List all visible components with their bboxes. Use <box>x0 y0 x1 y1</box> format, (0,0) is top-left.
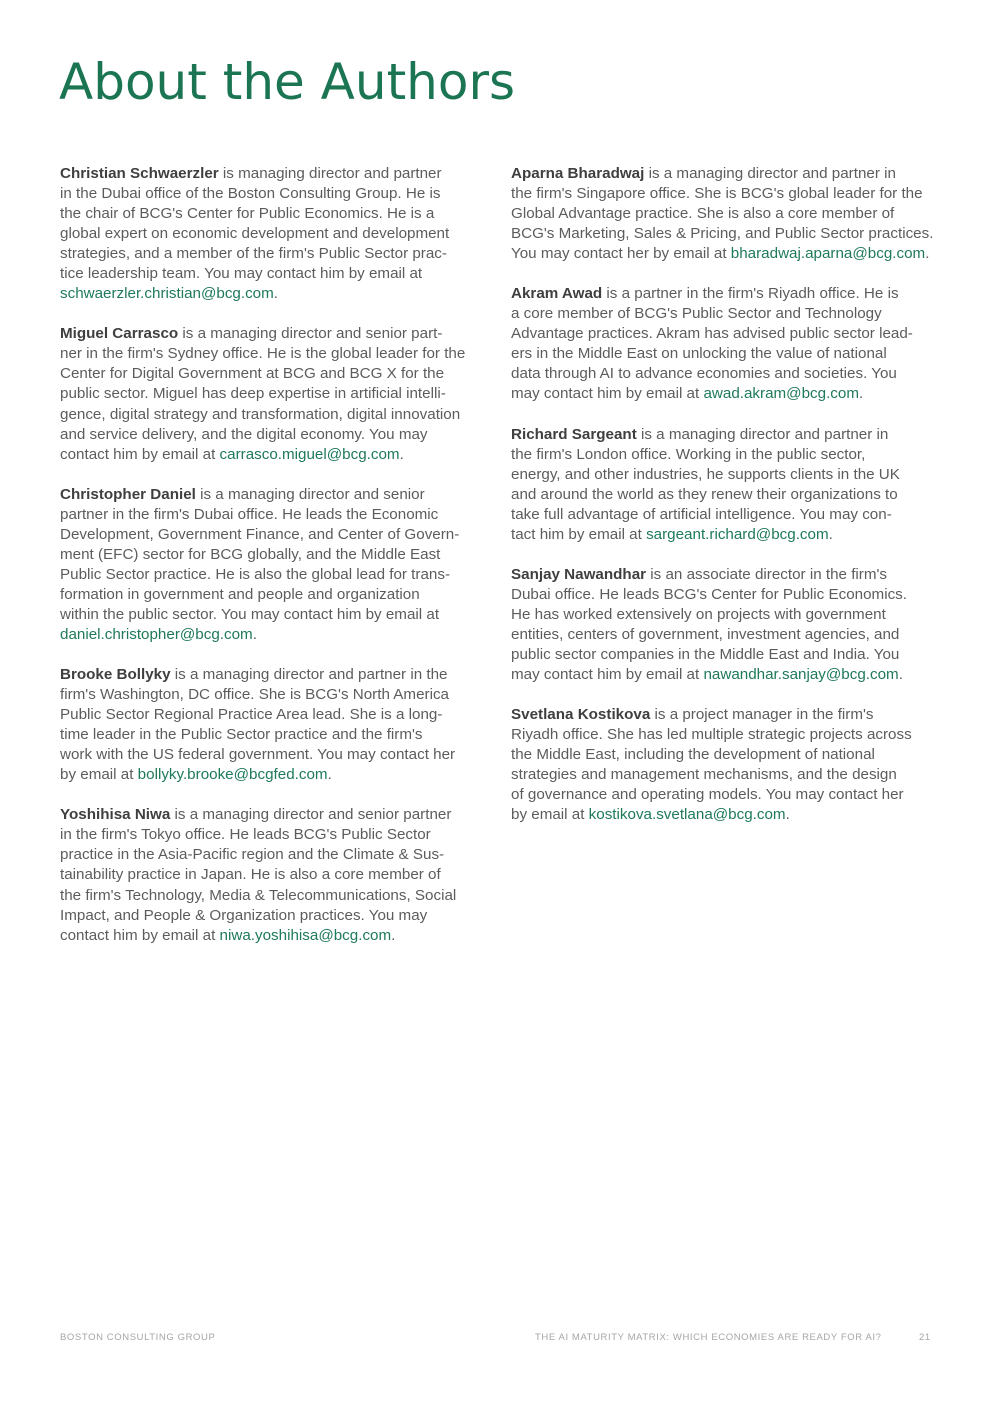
email-link[interactable]: bollyky.brooke@bcgfed.com <box>137 766 328 784</box>
bio-line <box>60 906 490 926</box>
author-name: Akram Awad <box>511 285 603 303</box>
bio-line <box>60 745 490 765</box>
bio-line <box>511 625 941 645</box>
bio-text: practice in the Asia-Pacific region and the Climate & Sus- <box>60 846 445 864</box>
author-name: Christopher Daniel <box>60 485 196 503</box>
bio-line <box>60 405 490 425</box>
bio-text: is a partner in the firm's Riyadh office. He is <box>602 285 899 303</box>
bio-text: the firm's Singapore office. She is BCG's global leader for the <box>511 185 923 203</box>
author-bio <box>511 705 941 825</box>
contact-prefix: contact him by email at <box>60 926 220 944</box>
bio-text: the chair of BCG's Center for Public Economics. He is a <box>60 205 435 223</box>
bio-text: He has worked extensively on projects with government <box>511 605 886 623</box>
contact-suffix: . <box>898 666 903 684</box>
bio-text: in the Dubai office of the Boston Consulting Group. He is <box>60 185 441 203</box>
bio-line <box>60 865 490 885</box>
bio-text: public sector. Miguel has deep expertise in artificial intelli- <box>60 385 446 403</box>
bio-line <box>511 565 941 585</box>
author-bio <box>60 665 490 785</box>
bio-text: data through AI to advance economies and societies. You <box>511 365 897 383</box>
bio-line <box>60 585 490 605</box>
contact-prefix: contact him by email at <box>60 445 220 463</box>
contact-suffix: . <box>273 285 279 303</box>
contact-prefix: by email at <box>60 766 138 784</box>
bio-line <box>60 244 490 264</box>
page-number: 21 <box>919 1332 931 1343</box>
bio-line <box>511 585 941 605</box>
bio-line <box>511 204 941 224</box>
bio-text: is a managing director and partner in <box>636 425 889 443</box>
footer-publisher: BOSTON CONSULTING GROUP <box>60 1332 216 1343</box>
bio-line <box>511 765 941 785</box>
contact-line <box>511 665 941 685</box>
bio-line <box>511 605 941 625</box>
contact-prefix: by email at <box>511 806 589 824</box>
bio-line <box>60 505 490 525</box>
bio-text: and around the world as they renew their organizations to <box>511 485 898 503</box>
bio-line <box>60 705 490 725</box>
bio-text: Global Advantage practice. She is also a core member of <box>511 205 895 223</box>
author-name: Sanjay Nawandhar <box>511 565 647 583</box>
bio-line <box>511 785 941 805</box>
bio-text: time leader in the Public Sector practice and the firm's <box>60 726 423 744</box>
bio-text: Advantage practices. Akram has advised public sector lead- <box>511 325 913 343</box>
bio-text: the firm's London office. Working in the public sector, <box>511 445 866 463</box>
bio-line <box>511 364 941 384</box>
bio-line <box>511 705 941 725</box>
bio-line <box>511 645 941 665</box>
bio-text: entities, centers of government, investment agencies, and <box>511 625 900 643</box>
email-link[interactable]: bharadwaj.aparna@bcg.com <box>730 245 926 263</box>
bio-line <box>60 665 490 685</box>
bio-line <box>60 204 490 224</box>
bio-line <box>511 445 941 465</box>
bio-text: the firm's Technology, Media & Telecommunications, Social <box>60 886 457 904</box>
bio-line <box>60 825 490 845</box>
bio-line <box>60 605 490 625</box>
bio-line <box>60 384 490 404</box>
bio-text: Development, Government Finance, and Center of Govern- <box>60 525 460 543</box>
bio-text: tice leadership team. You may contact him by email at <box>60 265 423 283</box>
bio-text: tainability practice in Japan. He is also a core member of <box>60 866 441 884</box>
bio-text: formation in government and people and organization <box>60 585 420 603</box>
bio-text: ner in the firm's Sydney office. He is the global leader for the <box>60 345 466 363</box>
bio-text: a core member of BCG's Public Sector and Technology <box>511 305 882 323</box>
bio-text: is a managing director and senior part- <box>178 325 443 343</box>
contact-line <box>511 244 941 264</box>
email-link[interactable]: schwaerzler.christian@bcg.com <box>60 285 274 303</box>
bio-line <box>60 224 490 244</box>
bio-text: Center for Digital Government at BCG and BCG X for the <box>60 365 445 383</box>
contact-line <box>511 805 941 825</box>
contact-line <box>511 384 941 404</box>
bio-text: take full advantage of artificial intelligence. You may con- <box>511 505 892 523</box>
bio-line <box>60 805 490 825</box>
bio-text: partner in the firm's Dubai office. He leads the Economic <box>60 505 439 523</box>
author-bio <box>511 565 941 685</box>
page-title: About the Authors <box>59 53 516 111</box>
author-name: Brooke Bollyky <box>60 666 171 684</box>
bio-line <box>60 324 490 344</box>
bio-line <box>511 224 941 244</box>
bio-line <box>60 264 490 284</box>
contact-line <box>60 625 490 645</box>
bio-text: firm's Washington, DC office. She is BCG's North America <box>60 686 449 704</box>
contact-suffix: . <box>252 625 257 643</box>
bio-text: Public Sector Regional Practice Area lead. She is a long- <box>60 706 443 724</box>
bio-text: public sector companies in the Middle East and India. You <box>511 645 900 663</box>
email-link[interactable]: kostikova.svetlana@bcg.com <box>588 806 786 824</box>
bio-line <box>60 425 490 445</box>
bio-line <box>60 485 490 505</box>
bio-line <box>60 845 490 865</box>
bio-text: strategies, and a member of the firm's Public Sector prac- <box>60 245 447 263</box>
bio-text: energy, and other industries, he supports clients in the UK <box>511 465 900 483</box>
bio-text: is a managing director and partner in the <box>170 666 448 684</box>
bio-text: Riyadh office. She has led multiple strategic projects across <box>511 726 912 744</box>
bio-text: BCG's Marketing, Sales & Pricing, and Public Sector practices. <box>511 225 934 243</box>
bio-text: Public Sector practice. He is also the global lead for trans- <box>60 565 451 583</box>
authors-column-right <box>511 164 941 845</box>
bio-line <box>60 344 490 364</box>
author-bio <box>60 164 490 304</box>
contact-line <box>60 926 490 946</box>
author-name: Svetlana Kostikova <box>511 706 651 724</box>
email-link[interactable]: niwa.yoshihisa@bcg.com <box>219 926 392 944</box>
bio-text: ers in the Middle East on unlocking the value of national <box>511 345 887 363</box>
author-bio <box>511 425 941 545</box>
contact-prefix: may contact him by email at <box>511 666 704 684</box>
bio-text: is a managing director and senior <box>195 485 425 503</box>
bio-line <box>511 324 941 344</box>
bio-line <box>511 425 941 445</box>
bio-text: in the firm's Tokyo office. He leads BCG's Public Sector <box>60 826 431 844</box>
author-bio <box>511 164 941 264</box>
bio-text: global expert on economic development and development <box>60 225 450 243</box>
contact-prefix: may contact him by email at <box>511 385 704 403</box>
contact-prefix: You may contact her by email at <box>511 245 731 263</box>
bio-text: is a project manager in the firm's <box>650 706 874 724</box>
bio-text: strategies and management mechanisms, and the design <box>511 766 897 784</box>
bio-line <box>60 525 490 545</box>
bio-line <box>60 164 490 184</box>
bio-line <box>60 886 490 906</box>
bio-text: the Middle East, including the development of national <box>511 746 875 764</box>
bio-line <box>511 164 941 184</box>
contact-line <box>60 765 490 785</box>
bio-line <box>60 364 490 384</box>
bio-line <box>60 565 490 585</box>
contact-suffix: . <box>391 926 396 944</box>
bio-line <box>60 545 490 565</box>
bio-line <box>511 465 941 485</box>
author-bio <box>511 284 941 404</box>
contact-line <box>511 525 941 545</box>
bio-text: work with the US federal government. You may contact her <box>60 746 456 764</box>
author-name: Miguel Carrasco <box>60 325 179 343</box>
contact-line <box>60 284 490 304</box>
email-link[interactable]: carrasco.miguel@bcg.com <box>219 445 400 463</box>
email-link[interactable]: sargeant.richard@bcg.com <box>646 525 829 543</box>
contact-suffix: . <box>785 806 790 824</box>
bio-text: within the public sector. You may contact him by email at <box>60 605 440 623</box>
bio-line <box>511 284 941 304</box>
author-name: Yoshihisa Niwa <box>60 806 171 824</box>
bio-line <box>511 505 941 525</box>
bio-text: ment (EFC) sector for BCG globally, and the Middle East <box>60 545 441 563</box>
contact-suffix: . <box>859 385 864 403</box>
bio-text: gence, digital strategy and transformation, digital innovation <box>60 405 461 423</box>
author-name: Christian Schwaerzler <box>60 165 219 182</box>
bio-text: of governance and operating models. You may contact her <box>511 786 904 804</box>
bio-line <box>511 304 941 324</box>
email-link[interactable]: nawandhar.sanjay@bcg.com <box>703 666 899 684</box>
author-name: Richard Sargeant <box>511 425 637 443</box>
contact-line <box>60 445 490 465</box>
bio-line <box>511 725 941 745</box>
contact-suffix: . <box>327 766 332 784</box>
author-name: Aparna Bharadwaj <box>511 165 645 182</box>
bio-text: is a managing director and partner in <box>644 165 896 182</box>
contact-suffix: . <box>925 245 930 263</box>
bio-line <box>511 485 941 505</box>
author-bio <box>60 485 490 645</box>
bio-line <box>511 745 941 765</box>
bio-line <box>60 725 490 745</box>
bio-line <box>60 184 490 204</box>
contact-suffix: . <box>399 445 404 463</box>
author-bio <box>60 805 490 945</box>
author-bio <box>60 324 490 464</box>
footer-report-title: THE AI MATURITY MATRIX: WHICH ECONOMIES ARE READY FOR AI? <box>535 1332 882 1343</box>
bio-line <box>511 184 941 204</box>
contact-prefix: tact him by email at <box>511 525 647 543</box>
contact-suffix: . <box>828 525 833 543</box>
authors-column-left <box>60 164 490 966</box>
bio-text: Impact, and People & Organization practices. You may <box>60 906 428 924</box>
bio-line <box>60 685 490 705</box>
bio-text: is a managing director and senior partner <box>170 806 452 824</box>
email-link[interactable]: awad.akram@bcg.com <box>703 385 859 403</box>
bio-text: is an associate director in the firm's <box>646 565 887 583</box>
email-link[interactable]: daniel.christopher@bcg.com <box>60 625 253 643</box>
bio-text: is managing director and partner <box>218 165 442 182</box>
bio-line <box>511 344 941 364</box>
bio-text: Dubai office. He leads BCG's Center for Public Economics. <box>511 585 907 603</box>
bio-text: and service delivery, and the digital economy. You may <box>60 425 428 443</box>
